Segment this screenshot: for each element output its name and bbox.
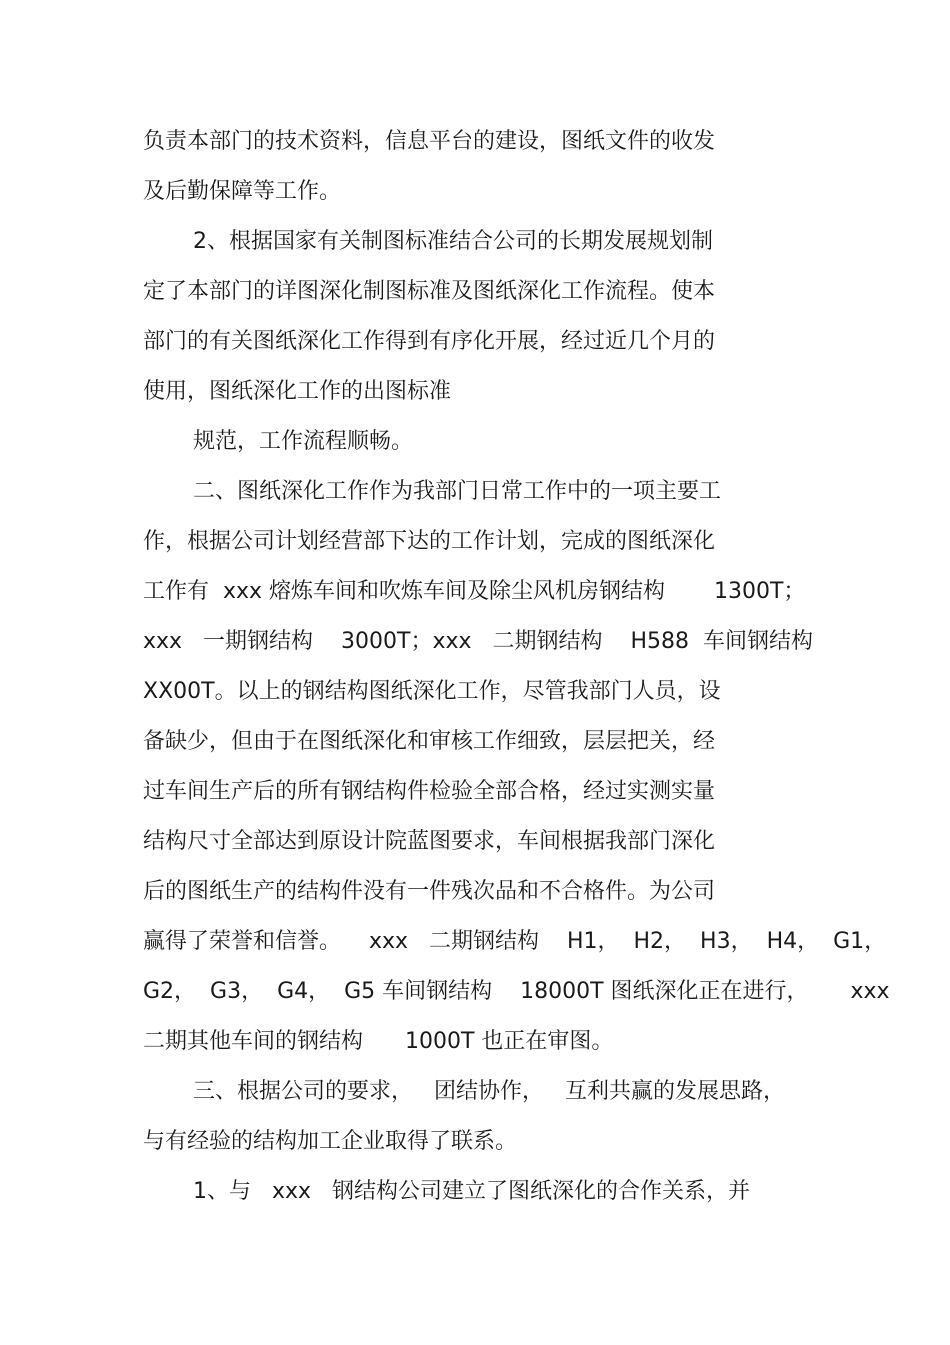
text-line: G2， G3， G4， G5 车间钢结构 18000T 图纸深化正在进行， xxx — [143, 979, 890, 1004]
text-line: 使用，图纸深化工作的出图标准 — [143, 379, 452, 404]
text-line: 2、根据国家有关制图标准结合公司的长期发展规划制 — [193, 229, 713, 254]
text-line: 负责本部门的技术资料，信息平台的建设，图纸文件的收发 — [143, 129, 716, 154]
text-line: XX00T。以上的钢结构图纸深化工作，尽管我部门人员，设 — [143, 679, 721, 704]
text-line: 工作有 xxx 熔炼车间和吹炼车间及除尘风机房钢结构 1300T； — [143, 579, 806, 604]
text-line: 后的图纸生产的结构件没有一件残次品和不合格件。为公司 — [143, 879, 716, 904]
text-line: 与有经验的结构加工企业取得了联系。 — [143, 1129, 518, 1154]
text-line: 作，根据公司计划经营部下达的工作计划，完成的图纸深化 — [143, 529, 716, 554]
text-line: 二期其他车间的钢结构 1000T 也正在审图。 — [143, 1029, 614, 1054]
text-line: xxx 一期钢结构 3000T；xxx 二期钢结构 H588 车间钢结构 — [143, 629, 813, 654]
text-line: 备缺少，但由于在图纸深化和审核工作细致，层层把关，经 — [143, 729, 716, 754]
text-line: 定了本部门的详图深化制图标准及图纸深化工作流程。使本 — [143, 279, 716, 304]
text-line: 结构尺寸全部达到原设计院蓝图要求，车间根据我部门深化 — [143, 829, 716, 854]
text-line: 规范，工作流程顺畅。 — [193, 429, 414, 454]
text-line: 1、与 xxx 钢结构公司建立了图纸深化的合作关系，并 — [193, 1179, 751, 1204]
text-line: 赢得了荣誉和信誉。 xxx 二期钢结构 H1， H2， H3， H4， G1， — [143, 929, 887, 954]
text-line: 二、图纸深化工作作为我部门日常工作中的一项主要工 — [193, 479, 722, 504]
text-line: 三、根据公司的要求， 团结协作， 互利共赢的发展思路， — [193, 1079, 785, 1104]
text-line: 及后勤保障等工作。 — [143, 179, 342, 204]
text-line: 部门的有关图纸深化工作得到有序化开展，经过近几个月的 — [143, 329, 716, 354]
text-line: 过车间生产后的所有钢结构件检验全部合格，经过实测实量 — [143, 779, 716, 804]
